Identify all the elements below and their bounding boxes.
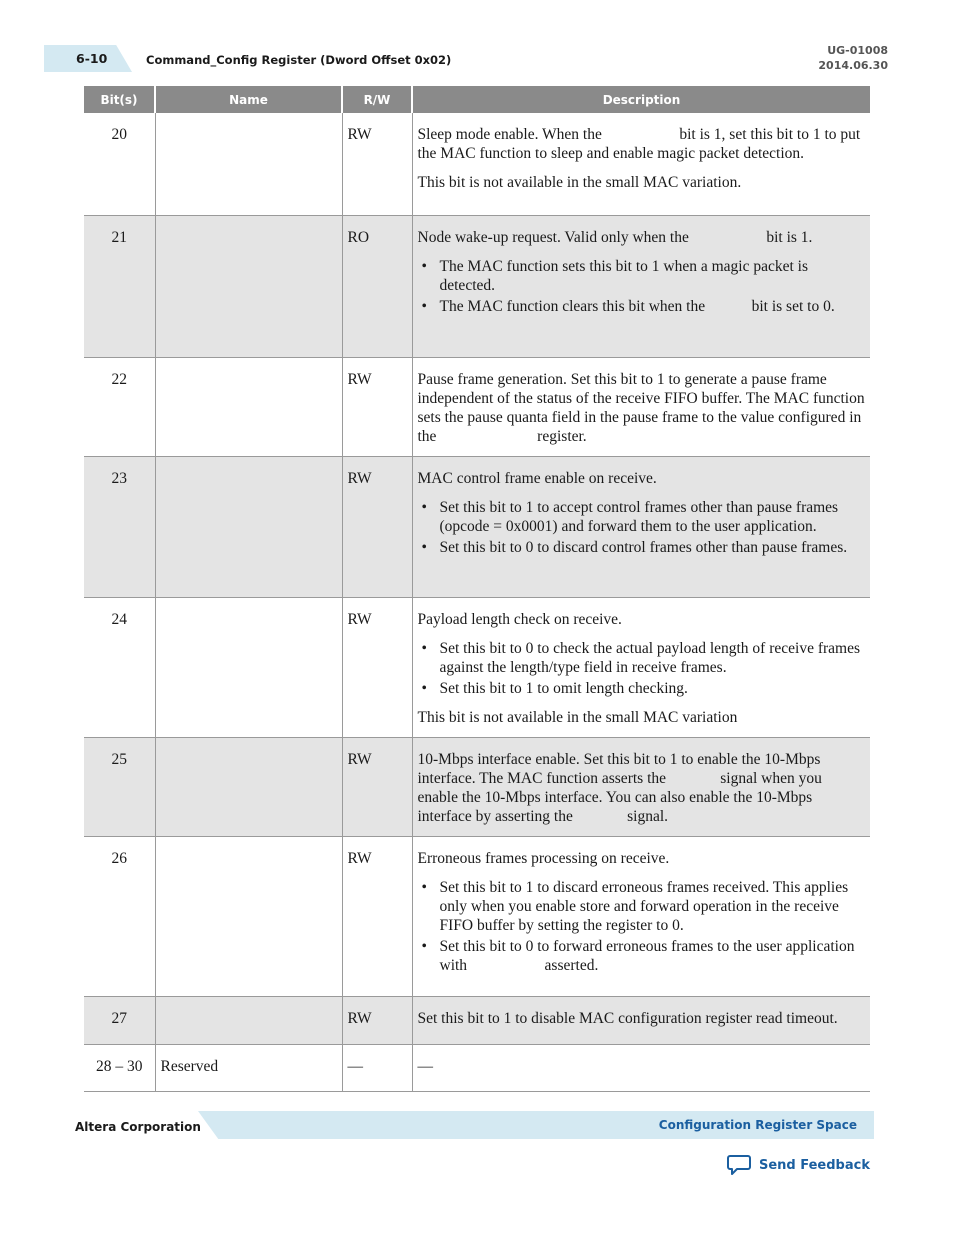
name-cell bbox=[155, 357, 342, 456]
rw-cell: RW bbox=[342, 996, 412, 1044]
description-note: This bit is not available in the small MAC variation. bbox=[417, 174, 742, 191]
bit-cell: 21 bbox=[84, 215, 155, 357]
footer-section-link[interactable]: Configuration Register Space bbox=[658, 1118, 857, 1132]
rw-cell: RO bbox=[342, 215, 412, 357]
description-list bbox=[418, 257, 866, 316]
list-item: • Set this bit to 1 to accept control frames other than pause frames (opcode = 0x0001) and forward them to the user application. bbox=[440, 498, 866, 536]
name-cell bbox=[155, 597, 342, 737]
table-row bbox=[84, 737, 870, 836]
name-cell bbox=[155, 737, 342, 836]
document-id: UG-01008 bbox=[827, 44, 888, 57]
footer-company: Altera Corporation bbox=[75, 1120, 201, 1134]
column-header-description: Description bbox=[412, 86, 870, 113]
name-cell bbox=[155, 113, 342, 215]
list-item: • Set this bit to 0 to discard control frames other than pause frames. bbox=[440, 538, 866, 557]
table-row bbox=[84, 215, 870, 357]
rw-cell: RW bbox=[342, 357, 412, 456]
description-cell bbox=[412, 215, 870, 357]
column-header-name: Name bbox=[155, 86, 342, 113]
description-cell bbox=[412, 836, 870, 996]
bit-cell: 28 – 30 bbox=[84, 1044, 155, 1091]
page-header-title: Command_Config Register (Dword Offset 0x02) bbox=[146, 53, 452, 67]
description-cell bbox=[412, 456, 870, 597]
list-item: • Set this bit to 0 to forward erroneous frames to the user application with asserted. bbox=[440, 937, 866, 975]
description-text: — bbox=[417, 1057, 433, 1075]
column-header-bits: Bit(s) bbox=[84, 86, 155, 113]
description-text: Pause frame generation. Set this bit to 1 to generate a pause frame independent of the status of the receive FIFO buffer. The MAC function sets the pause quanta field in the pause frame to the value configured in the register. bbox=[417, 370, 869, 445]
rw-cell: RW bbox=[342, 836, 412, 996]
list-item: • The MAC function clears this bit when the bit is set to 0. bbox=[440, 297, 866, 316]
document-date: 2014.06.30 bbox=[818, 59, 888, 72]
list-item: • The MAC function sets this bit to 1 when a magic packet is detected. bbox=[440, 257, 866, 295]
description-list bbox=[418, 878, 866, 975]
rw-cell: RW bbox=[342, 597, 412, 737]
name-cell bbox=[155, 996, 342, 1044]
name-cell bbox=[155, 456, 342, 597]
list-item: • Set this bit to 1 to discard erroneous frames received. This applies only when you enable store and forward operation in the receive FIFO buffer by setting the register to 0. bbox=[440, 878, 866, 935]
description-cell bbox=[412, 357, 870, 456]
description-cell bbox=[412, 996, 870, 1044]
name-cell bbox=[155, 836, 342, 996]
table-row bbox=[84, 836, 870, 996]
description-note: This bit is not available in the small MAC variation bbox=[417, 708, 738, 726]
bit-cell: 24 bbox=[84, 597, 155, 737]
bit-cell: 22 bbox=[84, 357, 155, 456]
send-feedback-label: Send Feedback bbox=[759, 1157, 870, 1173]
description-cell bbox=[412, 737, 870, 836]
description-text: Node wake-up request. Valid only when the bit is 1. bbox=[417, 228, 813, 246]
description-text: Payload length check on receive. bbox=[417, 610, 622, 628]
bit-cell: 27 bbox=[84, 996, 155, 1044]
bit-cell: 26 bbox=[84, 836, 155, 996]
description-text: Erroneous frames processing on receive. bbox=[417, 849, 670, 867]
speech-bubble-icon bbox=[727, 1154, 751, 1176]
table-row bbox=[84, 113, 870, 215]
description-cell bbox=[412, 113, 870, 215]
description-text: 10-Mbps interface enable. Set this bit to 1 to enable the 10-Mbps interface. The MAC function asserts the signal when you enable the 10-Mbps interface. You can also enable the 10-Mbps interface by asserting the signal. bbox=[417, 750, 826, 825]
table-row bbox=[84, 456, 870, 597]
bit-cell: 25 bbox=[84, 737, 155, 836]
send-feedback-link[interactable] bbox=[727, 1154, 870, 1176]
rw-cell: — bbox=[342, 1044, 412, 1091]
description-cell bbox=[412, 597, 870, 737]
list-item: • Set this bit to 1 to omit length checking. bbox=[440, 679, 866, 698]
bit-cell: 20 bbox=[84, 113, 155, 215]
list-item: • Set this bit to 0 to check the actual payload length of receive frames against the length/type field in receive frames. bbox=[440, 639, 866, 677]
table-header-row bbox=[84, 86, 870, 113]
table-row bbox=[84, 597, 870, 737]
description-list bbox=[418, 498, 866, 557]
table-row bbox=[84, 1044, 870, 1091]
description-text: Set this bit to 1 to disable MAC configuration register read timeout. bbox=[417, 1009, 838, 1027]
register-bit-table bbox=[84, 86, 870, 1092]
bit-cell: 23 bbox=[84, 456, 155, 597]
rw-cell: RW bbox=[342, 113, 412, 215]
description-list bbox=[418, 639, 866, 698]
description-text: MAC control frame enable on receive. bbox=[417, 469, 657, 487]
name-cell bbox=[155, 215, 342, 357]
table-row bbox=[84, 996, 870, 1044]
table-row bbox=[84, 357, 870, 456]
rw-cell: RW bbox=[342, 737, 412, 836]
description-text: Sleep mode enable. When the bit is 1, set this bit to 1 to put the MAC function to sleep and enable magic packet detection. bbox=[417, 126, 865, 162]
column-header-rw: R/W bbox=[342, 86, 412, 113]
page-number: 6-10 bbox=[76, 51, 108, 66]
document-id-block bbox=[818, 43, 888, 73]
name-cell: Reserved bbox=[155, 1044, 342, 1091]
rw-cell: RW bbox=[342, 456, 412, 597]
description-cell bbox=[412, 1044, 870, 1091]
